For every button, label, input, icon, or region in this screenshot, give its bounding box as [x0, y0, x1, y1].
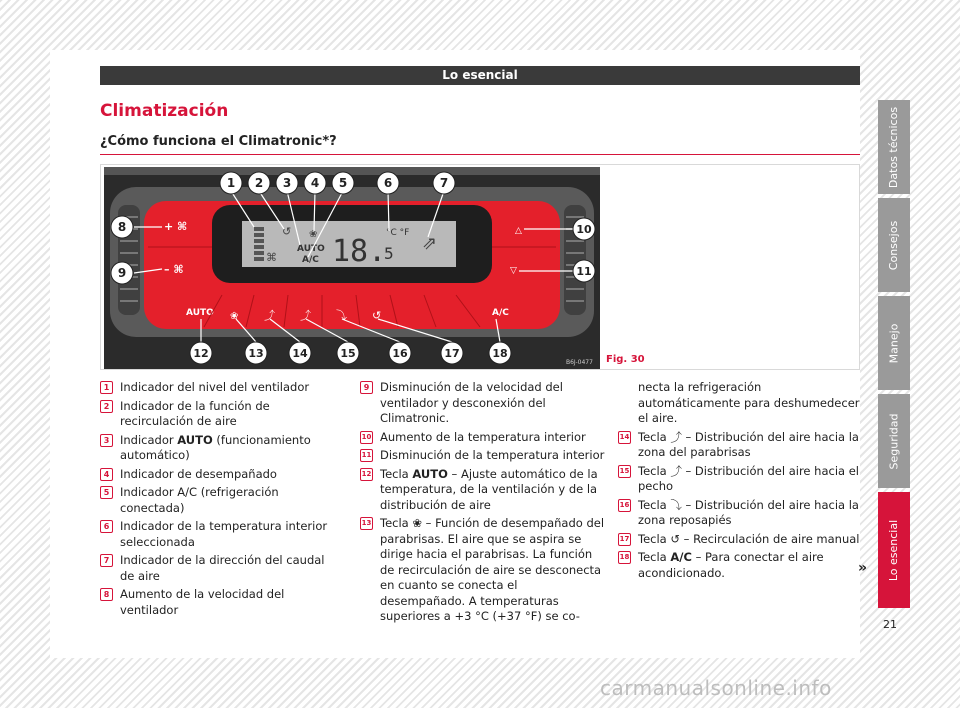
list-item: 5 Indicador A/C (refrigeración conectada)	[100, 485, 340, 516]
defrost-indicator-icon: ❀	[309, 229, 318, 240]
temp-down-icon: ▽	[510, 266, 517, 276]
svg-text:16: 16	[392, 347, 408, 360]
fan-down-button: – ⌘	[164, 263, 184, 276]
display-ac: A/C	[302, 255, 319, 265]
page-number: 21	[883, 618, 897, 631]
svg-text:11: 11	[576, 265, 592, 278]
defrost-button-icon: ❀	[230, 311, 239, 322]
svg-text:13: 13	[248, 347, 264, 360]
callout-4	[304, 172, 326, 194]
list-item: 3 Indicador AUTO (funcionamiento automático)	[100, 433, 340, 464]
legend-column-2	[360, 380, 605, 628]
svg-text:17: 17	[444, 347, 460, 360]
svg-text:6: 6	[383, 176, 393, 190]
continue-arrow-icon: »	[858, 560, 868, 576]
svg-text:18: 18	[492, 347, 508, 360]
recirc-button-icon: ↺	[372, 309, 382, 322]
page-subtitle: ¿Cómo funciona el Climatronic*?	[100, 134, 337, 149]
fan-symbol-icon: ⌘	[266, 251, 277, 264]
tab-datos-tecnicos[interactable]: Datos técnicos	[878, 100, 910, 194]
tab-manejo[interactable]: Manejo	[878, 296, 910, 390]
watermark: carmanualsonline.info	[600, 676, 832, 700]
list-item: 4 Indicador de desempañado	[100, 467, 340, 483]
legend-column-1	[100, 380, 340, 621]
callout-5	[332, 172, 354, 194]
callout-8	[111, 216, 133, 238]
figure-code: B6J-0477	[566, 359, 593, 366]
footwell-air-button-icon: ⤵	[336, 309, 347, 322]
svg-text:7: 7	[439, 176, 449, 190]
list-item: 8 Aumento de la velocidad del ventilador	[100, 587, 340, 618]
list-item: 16 Tecla ⤵ – Distribución del aire hacia la zona reposapiés	[619, 497, 859, 527]
callout-17	[441, 342, 463, 364]
fan-up-button: + ⌘	[164, 220, 188, 233]
list-item: 18 Tecla A/C – Para conectar el aire acondicionado.	[619, 550, 824, 580]
callout-10	[573, 218, 595, 240]
list-item: 14 Tecla ⤴ – Distribución del aire hacia la zona del parabrisas	[619, 429, 859, 459]
auto-button: AUTO	[186, 308, 214, 318]
list-item: 17 Tecla ↺ – Recirculación de aire manual	[619, 531, 860, 546]
display-temp-main: 18.	[332, 234, 387, 269]
callout-1	[220, 172, 242, 194]
display-auto: AUTO	[297, 244, 325, 254]
list-item: 13 Tecla ❀ – Función de desempañado del parabrisas. El aire que se aspira se dirige hacia el parabrisas. La función de recirculación de aire se desconecta en cuanto se conecta el desempañado. A temperaturas superiores a +3 °C (+37 °F) se co-	[361, 516, 605, 623]
svg-text:9: 9	[117, 266, 127, 280]
callout-15	[337, 342, 359, 364]
callout-11	[573, 260, 595, 282]
list-item-continuation: necta la refrigeración automáticamente para deshumedecer el aire.	[638, 380, 860, 425]
callout-14	[289, 342, 311, 364]
display-units: °C °F	[386, 228, 410, 238]
tab-lo-esencial[interactable]: Lo esencial	[878, 492, 910, 608]
svg-text:12: 12	[193, 347, 209, 360]
list-item: 9 Disminución de la velocidad del ventilador y desconexión del Climatronic.	[360, 380, 605, 427]
windscreen-air-button-icon: ⤴	[264, 309, 275, 322]
display-temp-small: 5	[384, 244, 394, 263]
callout-3	[276, 172, 298, 194]
title-rule	[100, 154, 860, 155]
chest-air-button-icon: ⤴	[300, 309, 311, 322]
callout-7	[433, 172, 455, 194]
svg-text:8: 8	[117, 220, 127, 234]
section-header: Lo esencial	[100, 66, 860, 85]
list-item: 15 Tecla ⤴ – Distribución del aire hacia el pecho	[619, 463, 859, 493]
svg-text:2: 2	[254, 176, 264, 190]
callout-9	[111, 262, 133, 284]
callout-6	[377, 172, 399, 194]
recirc-indicator-icon: ↺	[282, 225, 292, 238]
list-item: 7 Indicador de la dirección del caudal de aire	[100, 553, 340, 584]
list-item: 2 Indicador de la función de recirculación de aire	[100, 399, 340, 430]
page-title: Climatización	[100, 101, 229, 121]
svg-text:15: 15	[340, 347, 356, 360]
temp-up-icon: △	[515, 226, 522, 236]
ac-button: A/C	[492, 308, 509, 318]
list-item: 1 Indicador del nivel del ventilador	[100, 380, 340, 396]
svg-text:10: 10	[576, 223, 592, 236]
climatronic-figure	[104, 167, 600, 369]
list-item: 12 Tecla AUTO – Ajuste automático de la temperatura, de la ventilación y de la distribución de aire	[361, 466, 598, 512]
legend-column-3	[618, 380, 860, 584]
callout-13	[245, 342, 267, 364]
figure-top-trim	[104, 167, 600, 175]
list-item: 11 Disminución de la temperatura interior	[361, 448, 605, 462]
list-item: 6 Indicador de la temperatura interior seleccionada	[100, 519, 340, 550]
callout-18	[489, 342, 511, 364]
callout-2	[248, 172, 270, 194]
tab-consejos[interactable]: Consejos	[878, 198, 910, 292]
tab-seguridad[interactable]: Seguridad	[878, 394, 910, 488]
svg-text:14: 14	[292, 347, 308, 360]
callout-16	[389, 342, 411, 364]
svg-text:5: 5	[338, 176, 348, 190]
svg-text:4: 4	[310, 176, 320, 190]
callout-12	[190, 342, 212, 364]
list-item: 10 Aumento de la temperatura interior	[361, 429, 586, 444]
svg-text:3: 3	[282, 176, 292, 190]
svg-text:1: 1	[226, 176, 236, 190]
figure-label: Fig. 30	[606, 354, 645, 365]
airflow-direction-icon: ⇗	[422, 233, 438, 254]
